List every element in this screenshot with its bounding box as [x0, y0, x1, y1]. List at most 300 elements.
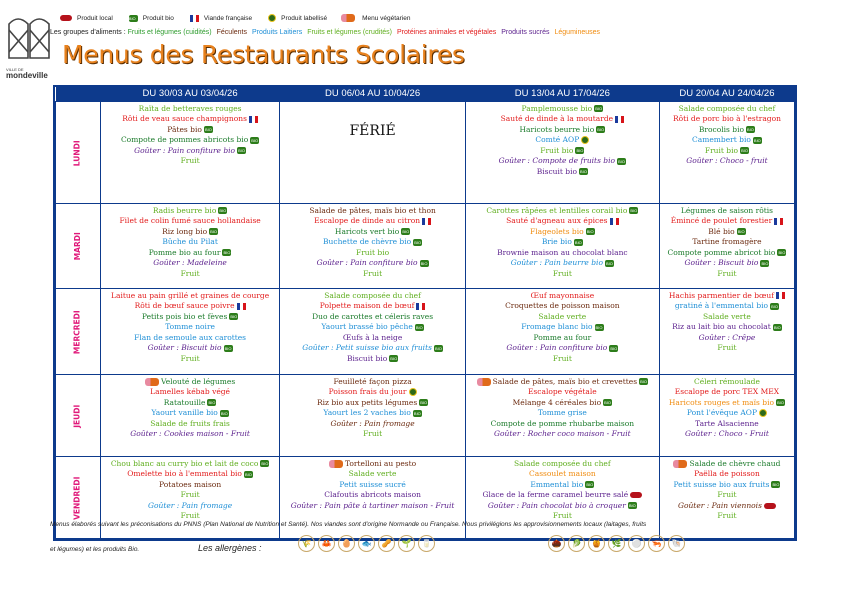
menu-item-label: Polpette maison de bœuf: [319, 301, 415, 310]
menu-item: [660, 206, 794, 217]
menu-item: [101, 480, 280, 491]
bio-product-icon: BIO: [773, 324, 781, 330]
menu-item-label: Fruit: [552, 511, 572, 520]
menu-item: [660, 377, 794, 388]
menu-item-label: Goûter : Pain confiture bio: [506, 343, 608, 352]
menu-item: [466, 501, 659, 512]
bio-product-icon: BIO: [420, 260, 428, 266]
food-group-label: Fruits et légumes (crudités): [307, 29, 393, 36]
menu-item: [660, 216, 794, 227]
week-header: DU 20/04 AU 24/04/26: [659, 87, 794, 101]
french-meat-icon: [422, 218, 431, 225]
menu-item-label: Clafoutis abricots maison: [324, 490, 421, 499]
menu-cell: [100, 374, 280, 456]
menu-item: [466, 237, 659, 248]
menu-item-label: Yaourt brassé bio pêche: [321, 322, 413, 331]
menu-item-label: Poisson frais du jour: [328, 387, 407, 396]
menu-item-label: Goûter : Pain viennois: [677, 500, 762, 510]
menu-cell: [465, 101, 659, 203]
menu-item: [101, 248, 280, 259]
menu-item-label: Escalope de dinde au citron: [314, 216, 421, 225]
menu-item-label: Goûter : Petit suisse bio aux fruits: [302, 343, 432, 352]
icon-legend: [58, 14, 410, 22]
menu-item-label: Goûter : Pain beurre bio: [510, 258, 603, 267]
bio-product-icon: BIO: [777, 400, 784, 405]
menu-item-label: Fruit: [552, 268, 572, 278]
menu-item: [101, 156, 280, 167]
local-product-icon: [630, 492, 642, 498]
menu-item-label: Haricots beurre bio: [519, 124, 595, 134]
menu-item-label: Céleri rémoulade: [693, 376, 760, 386]
menu-item: [280, 398, 464, 409]
menu-item: [101, 216, 280, 227]
menu-item: [101, 469, 280, 480]
menu-item: [466, 104, 659, 115]
menu-item-label: Tarte Alsacienne: [695, 418, 759, 428]
menu-cell: [465, 203, 659, 288]
labelled-product-icon: [409, 388, 417, 396]
corner-cell: [56, 87, 101, 101]
day-row: [56, 101, 795, 203]
bio-product-icon: BIO: [630, 208, 638, 213]
menu-item: [466, 135, 659, 146]
bio-product-icon: BIO: [210, 229, 218, 234]
menu-item-label: Radis beurre bio: [152, 205, 217, 215]
food-groups-prefix: Les groupes d'aliments :: [50, 29, 128, 36]
menu-item-label: Fruit: [363, 268, 383, 278]
menu-item: [466, 258, 659, 269]
menu-item-label: Tortelloni au pesto: [344, 458, 417, 468]
menu-item: [101, 206, 280, 217]
holiday-label: FÉRIÉ: [349, 122, 396, 139]
menu-item: [101, 312, 280, 323]
bio-product-icon: BIO: [778, 250, 786, 255]
menu-item: [280, 408, 464, 419]
menu-item: [660, 156, 794, 167]
menu-item: [466, 312, 659, 323]
menu-item-label: Salade de pâtes, maïs bio et thon: [309, 205, 436, 215]
french-meat-icon: [190, 15, 199, 22]
bio-product-icon: BIO: [220, 410, 228, 416]
menu-item: [660, 269, 794, 280]
bio-product-icon: BIO: [628, 503, 636, 508]
menu-item: [280, 480, 464, 491]
menu-item-label: Fruit: [180, 490, 200, 499]
menu-item: [101, 269, 280, 280]
menu-item: [660, 312, 794, 323]
logo-subtitle: VILLE DE: [6, 67, 24, 72]
menu-item-label: Pamplemousse bio: [521, 103, 593, 113]
day-label: JEUDI: [72, 404, 82, 428]
bio-product-icon: BIO: [420, 400, 428, 405]
menu-item-label: gratiné à l'emmental bio: [674, 301, 769, 310]
menu-item: [280, 387, 464, 398]
legend-label: Menu végétarien: [362, 14, 411, 22]
bio-product-icon: BIO: [261, 461, 269, 466]
menu-item: [280, 490, 464, 501]
day-label-cell: [56, 288, 101, 374]
menu-item: [101, 301, 280, 312]
vegetarian-menu-icon: [477, 378, 491, 386]
menu-item: [280, 333, 464, 344]
menu-item: [660, 237, 794, 248]
menu-item-label: Fruit bio: [356, 247, 390, 257]
allergen-icon: 🥬: [568, 535, 585, 552]
menu-item: [466, 480, 659, 491]
menu-item-label: Riz au lait bio au chocolat: [672, 322, 771, 331]
menu-item-label: Compote de pomme rhubarbe maison: [490, 418, 635, 428]
bio-product-icon: BIO: [595, 324, 603, 330]
menu-item: [101, 343, 280, 354]
bio-product-icon: BIO: [737, 229, 745, 234]
menu-item: [466, 322, 659, 333]
menu-item: [280, 227, 464, 238]
footer-note-continued: et légumes) et les produits Bio.: [50, 546, 140, 553]
menu-cell: [659, 288, 794, 374]
menu-item: [280, 469, 464, 480]
menu-item: [660, 511, 794, 522]
menu-item-label: Fruit: [717, 343, 737, 352]
menu-item-label: Goûter : Choco - Fruit: [685, 429, 769, 438]
menu-item-label: Fruit bio: [540, 145, 574, 155]
page-title: Menus des Restaurants Scolaires: [62, 40, 465, 69]
menu-item: [280, 301, 464, 312]
bio-product-icon: BIO: [224, 345, 232, 351]
legend-label: Produit labellisé: [281, 14, 328, 22]
menu-item-label: Duo de carottes et céleris raves: [312, 311, 434, 321]
menu-item: [466, 459, 659, 470]
menu-item-label: Compote pomme abricot bio: [667, 247, 776, 257]
menu-item-label: Émincé de poulet forestier: [670, 216, 773, 225]
menu-item: [466, 398, 659, 409]
menu-item-label: Goûter : Pain fromage: [148, 500, 233, 510]
menu-item: [101, 333, 280, 344]
menu-item: [101, 490, 280, 501]
menu-item: [660, 501, 794, 512]
menu-item-label: Goûter : Biscuit bio: [684, 258, 759, 267]
bio-product-icon: BIO: [204, 127, 212, 132]
menu-item: [280, 291, 464, 302]
day-label-cell: [56, 203, 101, 288]
bio-product-icon: BIO: [741, 148, 748, 153]
menu-item-label: Feuilleté façon pizza: [333, 376, 412, 386]
menu-item-label: Fruit: [717, 490, 737, 499]
bio-product-icon: BIO: [230, 314, 238, 319]
mondeville-logo: [6, 16, 52, 80]
menu-cell: [280, 288, 465, 374]
menu-item: [101, 419, 280, 430]
menu-item-label: Pâtes bio: [167, 124, 202, 134]
menu-item-label: Flageolets bio: [530, 226, 584, 236]
menu-item-label: Camembert bio: [692, 135, 751, 144]
allergen-icon: 🦐: [648, 535, 665, 552]
bio-product-icon: BIO: [402, 229, 410, 234]
menu-item-label: Riz long bio: [162, 226, 208, 236]
menu-item: [466, 156, 659, 167]
menu-grid: [53, 85, 797, 541]
allergen-icon: 🐚: [668, 535, 685, 552]
french-meat-icon: [615, 116, 624, 123]
french-meat-icon: [774, 218, 783, 225]
food-group-label: Produits sucrés: [501, 29, 550, 36]
food-group-label: Produits Laitiers: [252, 29, 303, 36]
menu-item: [660, 146, 794, 157]
menu-item-label: Flan de semoule aux carottes: [134, 332, 247, 342]
menu-item-label: Fruit: [180, 511, 200, 520]
menu-item: [101, 125, 280, 136]
menu-item-label: Petits pois bio et fèves: [141, 311, 228, 321]
menu-item-label: Tomme grise: [537, 408, 587, 417]
bio-product-icon: BIO: [753, 137, 761, 143]
local-product-icon: [764, 503, 776, 509]
menu-item: [101, 408, 280, 419]
french-meat-icon: [776, 292, 785, 299]
menu-item-label: Paëlla de poisson: [694, 469, 760, 478]
menu-item-label: Goûter : Pain chocolat bio à croquer: [487, 500, 626, 510]
vegetarian-menu-icon: [341, 14, 355, 22]
legend-item: [341, 14, 410, 22]
menu-item-label: Yaourt vanille bio: [151, 408, 218, 417]
allergen-icon: 🥛: [418, 535, 435, 552]
menu-item-label: Escalope de porc TEX MEX: [674, 387, 780, 396]
bio-product-icon: BIO: [413, 410, 421, 416]
menu-item-label: Emmental bio: [530, 479, 584, 489]
menu-item: [660, 258, 794, 269]
menu-item: [660, 398, 794, 409]
menu-item: [280, 216, 464, 227]
week-header: DU 13/04 AU 17/04/26: [465, 87, 659, 101]
menu-item: [466, 429, 659, 440]
bio-product-icon: BIO: [747, 127, 754, 132]
menu-item-label: Croquettes de poisson maison: [505, 301, 620, 310]
menu-item: [101, 291, 280, 302]
menu-item-label: Sauté de dinde à la moutarde: [500, 114, 614, 123]
bio-product-icon: BIO: [640, 379, 647, 384]
menu-cell: [100, 203, 280, 288]
menu-item-label: Œuf mayonnaise: [530, 290, 595, 300]
menu-item: [660, 135, 794, 146]
menu-item: [466, 114, 659, 125]
logo-name: mondeville: [6, 71, 48, 80]
allergen-icon: 🌱: [398, 535, 415, 552]
menu-item-label: Salade verte: [348, 469, 397, 478]
menu-item: [466, 469, 659, 480]
bio-product-icon: BIO: [390, 356, 398, 361]
menu-item-label: Chou blanc au curry bio et lait de coco: [110, 458, 259, 468]
menu-item: [466, 387, 659, 398]
bio-product-icon: BIO: [610, 345, 618, 351]
menu-item-label: Goûter : Madeleine: [153, 258, 227, 267]
menu-item: [466, 206, 659, 217]
menu-item: [101, 501, 280, 512]
menu-item: [101, 459, 280, 470]
menu-item-label: Fruit: [180, 353, 200, 363]
allergen-icon: 🌿: [608, 535, 625, 552]
bio-product-icon: BIO: [761, 260, 769, 266]
menu-item: [280, 459, 464, 470]
menu-item: [660, 114, 794, 125]
menu-item-label: Fruit: [363, 429, 383, 438]
menu-item-label: Biscuit bio: [536, 166, 577, 176]
menu-item: [466, 343, 659, 354]
legend-label: Viande française: [203, 14, 253, 22]
menu-item-label: Fruit: [717, 511, 737, 520]
bio-product-icon: BIO: [586, 229, 594, 234]
menu-item-label: Goûter : Biscuit bio: [147, 343, 222, 352]
menu-item-label: Lamelles kébab végé: [150, 387, 230, 396]
menu-item-label: Salade composée du chef: [324, 290, 421, 300]
menu-item-label: Salade composée du chef: [514, 458, 611, 468]
allergen-icon: 🍯: [588, 535, 605, 552]
allergen-icons-group-1: [298, 535, 435, 552]
day-label-cell: [56, 101, 101, 203]
day-label-cell: [56, 374, 101, 456]
menu-item: [101, 237, 280, 248]
menu-item-label: Brownie maison au chocolat blanc: [497, 247, 628, 257]
bio-product-icon: BIO: [576, 148, 584, 153]
menu-item: [280, 343, 464, 354]
bio-product-icon: BIO: [586, 482, 594, 487]
menu-item-label: Pont l'évêque AOP: [686, 408, 758, 417]
menu-item-label: Brocolis bio: [698, 124, 744, 134]
allergen-icon: 🌰: [548, 535, 565, 552]
bio-product-icon: BIO: [414, 239, 422, 245]
menu-item-label: Salade verte: [538, 311, 587, 321]
menu-item-label: Goûter : Rocher coco maison - Fruit: [494, 429, 631, 438]
allergen-icon: 🦀: [318, 535, 335, 552]
menu-item-label: Goûter : Choco - fruit: [686, 156, 768, 165]
menu-cell: [465, 374, 659, 456]
menu-item-label: Biscuit bio: [346, 353, 388, 363]
bio-product-icon: BIO: [219, 208, 227, 213]
menu-item-label: Petit suisse sucré: [339, 479, 406, 489]
legend-item: [188, 15, 252, 22]
menu-item: [660, 419, 794, 430]
day-label: VENDREDI: [72, 476, 82, 520]
allergen-icon: 🐟: [358, 535, 375, 552]
allergen-icon: 🌾: [298, 535, 315, 552]
french-meat-icon: [237, 303, 246, 310]
food-group-label: Protéines animales et végétales: [397, 29, 497, 36]
labelled-product-icon: [581, 136, 589, 144]
menu-item-label: Pomme bio au four: [148, 247, 221, 257]
menu-item: [466, 408, 659, 419]
menu-item-label: Compote de pommes abricots bio: [120, 135, 249, 144]
menu-cell: [100, 288, 280, 374]
menu-item: [280, 377, 464, 388]
menu-item: [101, 258, 280, 269]
menu-item: [101, 135, 280, 146]
menu-item-label: Salade composée du chef: [678, 103, 776, 113]
menu-item-label: Goûter : Cookies maison - Fruit: [130, 429, 250, 438]
menu-item: [280, 354, 464, 365]
local-product-icon: [60, 15, 72, 21]
menu-item-label: Fruit: [180, 268, 200, 278]
menu-item-label: Hachis parmentier de bœuf: [668, 290, 775, 300]
bio-product-icon: BIO: [618, 158, 625, 164]
food-group-label: Fruits et légumes (cuidités): [127, 29, 212, 36]
menu-item-label: Pomme au four: [533, 332, 592, 342]
menu-cell: [659, 374, 794, 456]
menu-item: [101, 387, 280, 398]
menu-item-label: Fruit: [717, 268, 737, 278]
vegetarian-menu-icon: [329, 460, 343, 468]
menu-item: [466, 167, 659, 178]
allergen-icons-group-2: [548, 535, 685, 552]
menu-item: [660, 301, 794, 312]
menu-item: [466, 301, 659, 312]
menu-item: [660, 490, 794, 501]
menu-item-label: Laitue au pain grillé et graines de courge: [111, 290, 270, 300]
week-header: DU 30/03 AU 03/04/26: [100, 87, 280, 101]
menu-item-label: Fromage blanc bio: [521, 322, 593, 331]
day-row: [56, 288, 795, 374]
day-label: LUNDI: [72, 140, 82, 166]
bio-product-icon: BIO: [580, 169, 587, 174]
logo-mark-icon: [6, 16, 52, 64]
menu-item: [466, 333, 659, 344]
menu-item: [466, 354, 659, 365]
menu-item: [660, 408, 794, 419]
menu-item-label: Goûter : Pain confiture bio: [134, 145, 236, 155]
menu-item-label: Goûter : Pain pâte à tartiner maison - Fruit: [290, 500, 455, 510]
menu-item-label: Raïta de betteraves rouges: [138, 103, 242, 113]
menu-item-label: Comté AOP: [535, 135, 580, 144]
menu-item-label: Riz bio aux petits légumes: [317, 397, 418, 407]
menu-item: [280, 419, 464, 430]
menu-item: [280, 248, 464, 259]
bio-product-icon: BIO: [597, 127, 605, 132]
menu-cell: [465, 288, 659, 374]
menu-cell: [659, 101, 794, 203]
menu-item-label: Salade de chèvre chaud: [689, 458, 781, 468]
menu-item: [660, 469, 794, 480]
menu-item-label: Glace de la ferme caramel beurre salé: [482, 490, 629, 499]
menu-item: [466, 125, 659, 136]
footer-note: Menus élaborés suivant les préconisations du PNNS (Plan National de Nutrition et Santé). Nos viandes sont d'origine Normande ou Française. Nous privilégions les approvisionnements locaux (laitages, fruits: [50, 521, 647, 528]
menu-item-label: Filet de colin fumé sauce hollandaise: [119, 216, 261, 225]
week-header: DU 06/04 AU 10/04/26: [280, 87, 465, 101]
menu-item: [660, 248, 794, 259]
menu-item: [660, 387, 794, 398]
menu-item-label: Omelette bio à l'emmental bio: [127, 469, 242, 478]
menu-item-label: Fruit bio: [704, 145, 739, 155]
vegetarian-menu-icon: [673, 460, 687, 468]
bio-product-icon: BIO: [604, 400, 612, 405]
menu-item: [280, 312, 464, 323]
french-meat-icon: [416, 303, 425, 310]
day-row: [56, 374, 795, 456]
menu-item: [101, 227, 280, 238]
menu-item: [101, 322, 280, 333]
week-header-row: [56, 87, 795, 101]
legend-label: Produit bio: [142, 14, 174, 22]
menu-item-label: Potatoes maison: [159, 479, 222, 489]
menu-item-label: Carottes râpées et lentilles corail bio: [486, 205, 628, 215]
bio-product-icon: BIO: [223, 250, 231, 255]
bio-product-icon: BIO: [245, 471, 252, 477]
menu-item-label: Fruit: [552, 353, 572, 363]
menu-cell: [280, 101, 465, 203]
menu-item-label: Petit suisse bio aux fruits: [673, 479, 770, 489]
menu-item-label: Brie bio: [541, 237, 572, 246]
legend-item: [266, 14, 327, 22]
bio-product-icon: BIO: [574, 239, 582, 245]
menu-item-label: Légumes de saison rôtis: [680, 205, 774, 215]
menu-cell: [100, 101, 280, 203]
allergen-icon: 🥚: [338, 535, 355, 552]
menu-item: [280, 206, 464, 217]
